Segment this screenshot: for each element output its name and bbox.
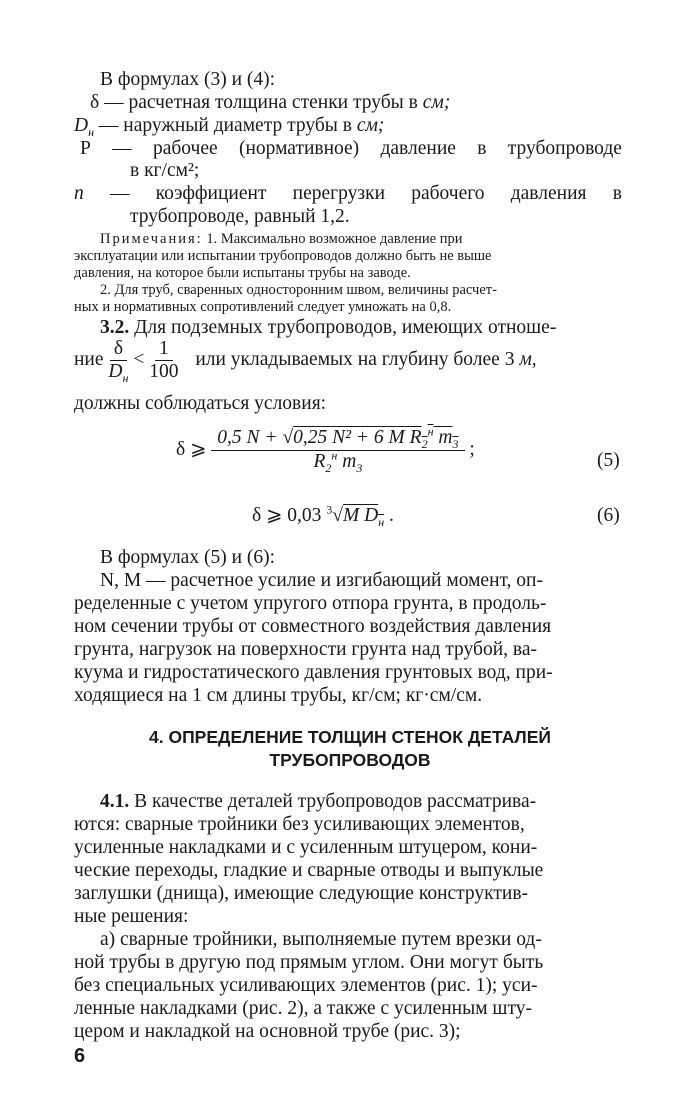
definition-D-unit: см; bbox=[356, 115, 385, 136]
item-a-line3: без специальных усиливающих элементов (рис. 1); уси- bbox=[74, 975, 538, 996]
paragraph-3-2-unit: м, bbox=[519, 349, 537, 370]
definition-NM-line2: ределенные с учетом упругого отпора грунта, в продоль- bbox=[74, 593, 547, 614]
definition-delta-unit: см; bbox=[422, 92, 451, 113]
formulas-3-4-intro: В формулах (3) и (4): bbox=[100, 69, 276, 90]
note-line-5: ных и нормативных сопротивлений следует умножать на 0,8. bbox=[74, 299, 452, 315]
formulas-5-6-intro: В формулах (5) и (6): bbox=[100, 547, 276, 568]
definition-NM-line6: ходящиеся на 1 см длины трубы, кг/см; кг·см/см. bbox=[74, 685, 483, 706]
definition-NM-line1: N, M — расчетное усилие и изгибающий момент, оп- bbox=[100, 570, 543, 591]
definition-D bbox=[74, 114, 384, 138]
item-a-line1: а) сварные тройники, выполняемые путем врезки од- bbox=[100, 929, 542, 950]
definition-n-line2: трубопроводе, равный 1,2. bbox=[130, 206, 350, 227]
section-heading-line2: ТРУБОПРОВОДОВ bbox=[269, 750, 431, 770]
definition-P-line2: в кг/см²; bbox=[130, 160, 200, 181]
formula-5-fraction: $\frac{0,5 N + √0,25 N^2 + 6 M R_2^н m_3}{R_2^н m_3}$ bbox=[211, 428, 464, 472]
paragraph-3-2-line3: должны соблюдаться условия: bbox=[74, 393, 327, 414]
formula-6-number: (6) bbox=[597, 505, 620, 526]
paragraph-4-1-line2: ются: сварные тройники без усиливающих элементов, bbox=[74, 814, 525, 835]
definition-P-line1: P — рабочее (нормативное) давление в трубопроводе bbox=[80, 138, 622, 159]
item-a-line5: цером и накладкой на основной трубе (рис. 3); bbox=[74, 1021, 461, 1042]
paragraph-4-1-line4: ческие переходы, гладкие и сварные отводы и выпуклые bbox=[74, 860, 544, 881]
paragraph-3-2-text: Для подземных трубопроводов, имеющих отноше- bbox=[134, 317, 557, 338]
note-line-3: давления, на которое были испытаны трубы на заводе. bbox=[74, 265, 411, 281]
definition-NM-line5: куума и гидростатического давления грунтовых вод, при- bbox=[74, 662, 553, 683]
definition-D-text: — наружный диаметр трубы в bbox=[98, 115, 357, 136]
page-number: 6 bbox=[74, 1045, 86, 1067]
paragraph-4-1-number: 4.1. bbox=[100, 791, 130, 812]
definition-delta bbox=[90, 91, 450, 115]
definition-NM-line3: ном сечении трубы от совместного воздействия давления bbox=[74, 616, 552, 637]
definition-n-line1: n — коэффициент перегрузки рабочего давления в bbox=[74, 183, 622, 204]
paragraph-3-2-number: 3.2. bbox=[100, 317, 130, 338]
section-heading-line1: 4. ОПРЕДЕЛЕНИЕ ТОЛЩИН СТЕНОК ДЕТАЛЕЙ bbox=[149, 727, 551, 747]
item-a-line4: ленные накладками (рис. 2), а также с усиленным шту- bbox=[74, 998, 532, 1019]
paragraph-4-1-line6: ные решения: bbox=[74, 906, 189, 927]
paragraph-4-1-text: В качестве деталей трубопроводов рассматрива- bbox=[134, 791, 537, 812]
note-line-2: эксплуатации или испытании трубопроводов должно быть не выше bbox=[74, 248, 492, 264]
paragraph-3-2-line2: ние $\frac{\delta}{D_н}$ < $\frac{1}{100}$ или укладываемых на глубину более 3 м, bbox=[74, 338, 537, 385]
definition-delta-text: δ — расчетная толщина стенки трубы в bbox=[90, 92, 423, 113]
formula-6: δ ⩾ 0,03 $^3$√M $D_н$ . bbox=[252, 502, 394, 529]
formula-5: δ ⩾ $\frac{0,5 N + √0,25 N^2 + 6 M R_2^н m_3}{R_2^н m_3}$ ; bbox=[176, 424, 475, 475]
paragraph-4-1-line3: усиленные накладками и с усиленным штуцером, кони- bbox=[74, 837, 538, 858]
symbol-Dn: $D_н$ bbox=[74, 115, 95, 139]
word-nie: ние bbox=[74, 349, 104, 370]
paragraph-4-1-line1 bbox=[100, 790, 536, 814]
note-line-4: 2. Для труб, сваренных односторонним швом, величины расчет- bbox=[100, 282, 497, 298]
definition-NM-line4: грунта, нагрузок на поверхности грунта над трубой, ва- bbox=[74, 639, 537, 660]
paragraph-4-1-line5: заглушки (днища), имеющие следующие конструктив- bbox=[74, 883, 529, 904]
item-a-line2: ной трубы в другую под прямым углом. Они могут быть bbox=[74, 952, 544, 973]
ratio-one-hundredth: $\frac{1}{100}$ bbox=[149, 338, 179, 383]
paragraph-3-2-depth-text: или укладываемых на глубину более 3 bbox=[195, 349, 520, 370]
formula-5-number: (5) bbox=[597, 450, 620, 471]
paragraph-3-2-line1 bbox=[100, 316, 556, 340]
note-line-1: Примечания: 1. Максимально возможное давление при bbox=[100, 231, 463, 247]
ratio-delta-Dn: $\frac{\delta}{D_н}$ bbox=[108, 338, 129, 385]
